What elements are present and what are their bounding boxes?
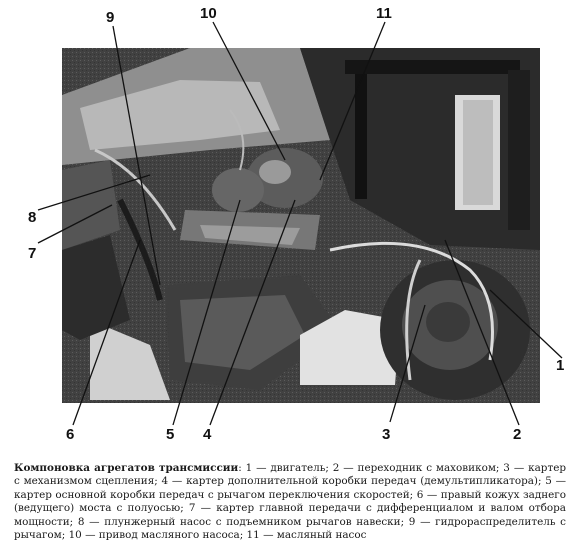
callout-4: 4 bbox=[203, 426, 212, 443]
caption-title: Компоновка агрегатов трансмиссии bbox=[14, 462, 239, 474]
callout-8: 8 bbox=[28, 209, 37, 226]
callout-9: 9 bbox=[106, 9, 115, 26]
callout-7: 7 bbox=[28, 245, 37, 262]
callout-6: 6 bbox=[66, 426, 75, 443]
callout-2: 2 bbox=[513, 426, 522, 443]
callout-10: 10 bbox=[200, 5, 217, 22]
figure-caption bbox=[14, 462, 566, 542]
callout-11: 11 bbox=[376, 5, 392, 22]
callout-5: 5 bbox=[166, 426, 175, 443]
callout-3: 3 bbox=[382, 426, 391, 443]
caption-text: : 1 — двигатель; 2 — переходник с маховиком; 3 — картер с механизмом сцепления; 4 — картер дополнительной коробки передач (демультипликатора); 5 — картер основной коробки передач с рычагом переключения скоростей; 6 — правый кожух заднего (ведущего) моста с полуосью; 7 — картер главной передачи с дифференциалом и валом отбора мощности; 8 — плунжерный насос с подъемником рычагов навески; 9 — гидрораспределитель с рычагом; 10 — привод масляного насоса; 11 — масляный насос bbox=[14, 462, 566, 542]
callout-1: 1 bbox=[556, 357, 565, 374]
photo-body bbox=[62, 48, 540, 403]
